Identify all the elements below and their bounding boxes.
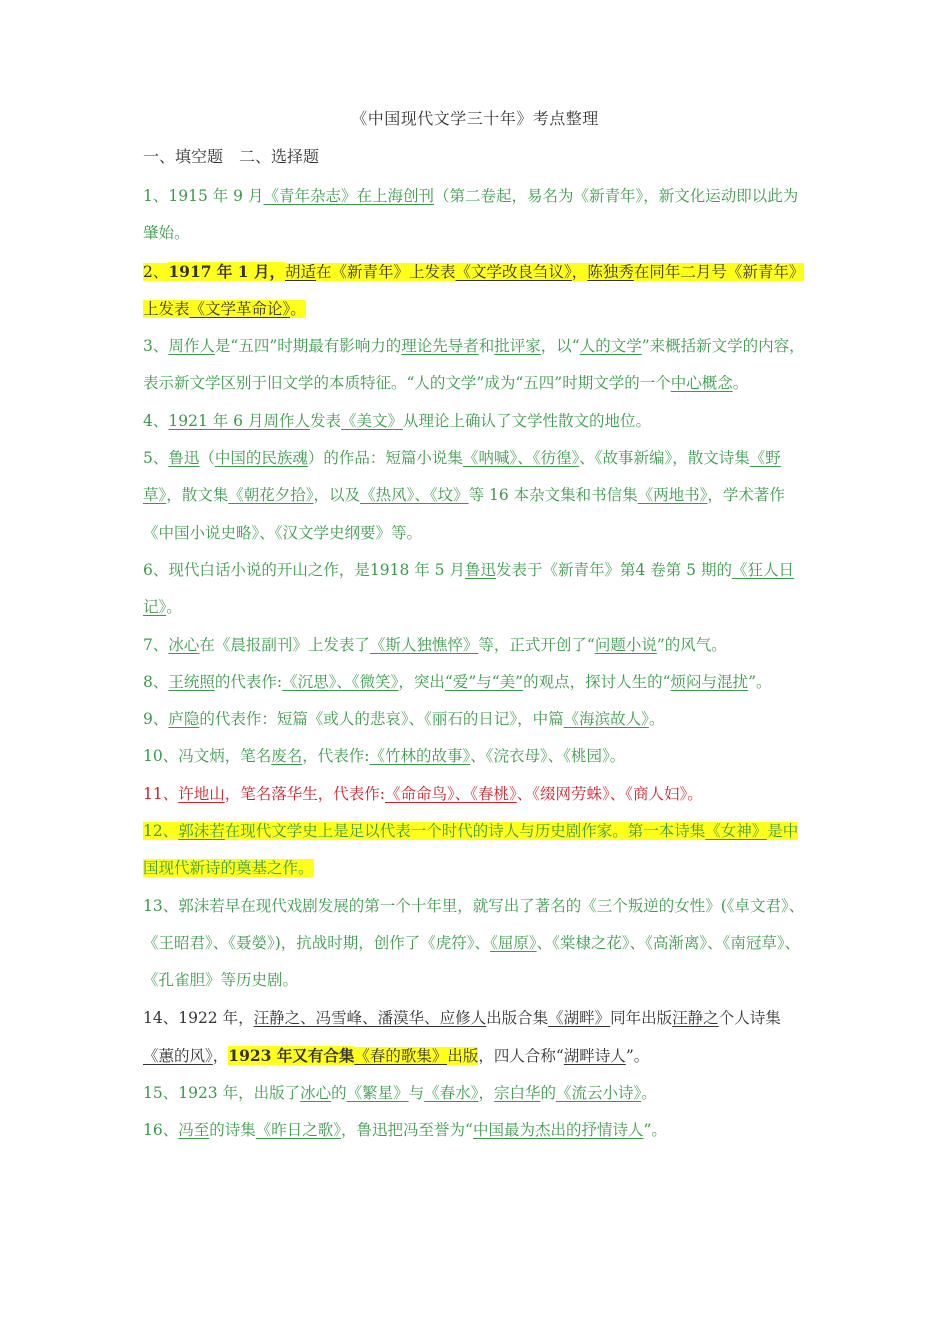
item-text: 14、1922 年，	[143, 1008, 254, 1027]
item-text: ，突出	[398, 672, 445, 691]
underlined-term: 《屈原》	[490, 933, 537, 952]
underlined-term: 宗白华	[493, 1084, 541, 1103]
item-text: 的	[331, 1084, 347, 1103]
item-text: 、《棠棣之花》、《高渐离》、《南冠草》、《孔雀胆》等历史剧。	[143, 933, 801, 990]
list-item	[143, 552, 808, 627]
underlined-term: 鲁迅	[168, 449, 200, 468]
underlined-term: 中国最为杰出的抒情诗人	[472, 1121, 644, 1140]
section-headings: 一、填空题 二、选择题	[143, 147, 320, 166]
underlined-term: 理论先导者	[401, 337, 479, 356]
item-text: 同年出版	[610, 1008, 673, 1027]
list-item	[143, 403, 808, 440]
underlined-term: 批评家	[494, 337, 541, 356]
item-list	[143, 178, 808, 1150]
underlined-term: 《蕙的风》	[143, 1046, 213, 1065]
item-text: 1923 年又有合集	[228, 1045, 355, 1065]
item-text: ，学术著作《中国小说史略》、《汉文学史纲要》等。	[143, 486, 785, 542]
item-text: 的诗集	[209, 1121, 256, 1140]
item-text: 1、1915 年 9 月	[143, 187, 264, 205]
underlined-term: 烦闷与混扰	[670, 672, 749, 691]
underlined-term: 《青年杂志》在上海创刊	[263, 187, 434, 205]
underlined-term: 中心概念	[670, 374, 733, 393]
item-text: 15、1923 年，出版了	[143, 1084, 301, 1103]
document-title: 《中国现代文学三十年》考点整理	[351, 109, 599, 128]
item-text: 出版合集	[486, 1008, 549, 1027]
item-text: 13、郭沫若早在现代戏剧发展的第一个十年里，就写出了著名的《三个叛逆的女性》(《卓文君》、《王昭君》、《聂嫈》)，抗战时期，创作了《虎符》、	[143, 896, 805, 952]
underlined-term: “爱”与“美”	[444, 672, 524, 691]
list-item	[143, 888, 808, 1000]
list-item	[143, 440, 808, 552]
underlined-term: 《流云小诗》	[555, 1084, 642, 1103]
item-text: 与	[408, 1084, 425, 1103]
item-text: 。	[166, 598, 182, 617]
underlined-term: 冰心	[300, 1084, 332, 1103]
item-text: 个人诗集	[718, 1008, 781, 1027]
item-text: 发表于《新青年》第4 卷第 5 期的	[495, 560, 732, 579]
underlined-term: 许地山	[178, 784, 225, 803]
underlined-term: 《湖畔》	[548, 1008, 611, 1027]
underlined-term: 冰心	[168, 635, 200, 654]
underlined-term: 汪静之	[672, 1008, 719, 1027]
item-text: 11、	[143, 784, 179, 803]
item-text: 、《浣衣母》、《桃园》。	[470, 747, 626, 766]
item-text: 和	[478, 337, 495, 356]
underlined-term: 郭沫若	[178, 822, 225, 841]
item-text: 12、	[143, 822, 179, 841]
list-item	[143, 178, 808, 253]
underlined-term: 人的文学	[579, 337, 642, 356]
item-text: 等 16 本杂文集和书信集	[468, 486, 638, 505]
item-text: 、《缀网劳蛛》、《商人妇》。	[516, 784, 703, 803]
list-item	[143, 776, 808, 813]
underlined-term: 《两地书》	[637, 486, 708, 505]
item-text: 在同年二月号《新青年》上发表	[143, 262, 805, 318]
item-text: ，代表作:	[302, 747, 370, 766]
item-text: 5、	[143, 449, 169, 468]
underlined-term: 《沉思》、《微笑》	[282, 672, 399, 691]
underlined-term: 《朝花夕拾》	[228, 486, 314, 505]
item-text: ，四人合称“	[478, 1046, 564, 1065]
underlined-term: 《文学革命论》	[189, 299, 291, 318]
item-text: （第二卷起，易名为《新青年》，新文化运动即以此为肇始。	[143, 187, 799, 243]
underlined-term: 《狂人日记》	[143, 560, 794, 617]
underlined-term: 《热风》、《坟》	[360, 486, 469, 505]
underlined-term: 《呐喊》、《彷徨》	[462, 449, 580, 468]
item-text: ”。	[643, 1121, 667, 1140]
underlined-term: 《春的歌集》	[354, 1046, 448, 1065]
item-text: 在《晨报副刊》上发表了	[199, 635, 370, 654]
item-text: 。	[732, 374, 749, 393]
underlined-term: 《美文》	[340, 411, 403, 430]
underlined-term: 湖畔诗人	[563, 1046, 626, 1065]
underlined-term: 《女神》	[705, 822, 768, 841]
item-text: ，	[212, 1046, 229, 1065]
list-item	[143, 328, 808, 403]
underlined-term: 《文学改良刍议》	[455, 262, 572, 281]
underlined-term: 鲁迅	[464, 560, 496, 579]
item-text: （	[199, 449, 215, 468]
item-text: 10、冯文炳，笔名	[143, 747, 272, 766]
list-item	[143, 738, 808, 775]
item-text: 的观点，探讨人生的“	[523, 672, 671, 691]
underlined-term: 《春水》	[424, 1084, 479, 1103]
item-text: ）的作品：短篇小说集	[307, 449, 463, 468]
item-text: ，	[478, 1084, 494, 1103]
item-text: 4、	[143, 411, 169, 430]
underlined-term: 汪静之、冯雪峰、潘漠华、应修人	[253, 1008, 487, 1027]
underlined-term: 《竹林的故事》	[369, 747, 471, 766]
item-text: 2、	[143, 262, 169, 281]
underlined-term: 中国的民族魂	[214, 449, 308, 468]
item-text: 是中国现代新诗的奠基之作。	[143, 822, 799, 878]
underlined-term: 问题小说	[594, 635, 657, 654]
underlined-term: 废名	[271, 747, 303, 766]
item-text: 等，正式开创了“	[478, 635, 595, 654]
underlined-term: 《命命鸟》、《春桃》	[384, 784, 517, 803]
item-text: ，笔名落华生，代表作:	[224, 784, 385, 803]
item-text: ，散文集	[166, 486, 229, 505]
underlined-term: 《斯人独憔悴》	[369, 635, 479, 654]
item-text: 1917 年 1 月，	[168, 261, 285, 281]
item-text: 从理论上确认了文学性散文的地位。	[403, 411, 652, 430]
underlined-term: 1921 年 6 月周作人	[168, 411, 310, 430]
item-text: 的	[540, 1084, 556, 1103]
item-text: 。	[641, 1084, 657, 1103]
item-text: ，	[571, 262, 588, 281]
list-item	[143, 1075, 808, 1112]
list-item	[143, 813, 808, 888]
item-text: 是“五四”时期最有影响力的	[214, 337, 402, 356]
list-item	[143, 253, 808, 329]
list-item	[143, 664, 808, 701]
item-text: 。	[290, 299, 306, 318]
item-text: ”的风气。	[656, 635, 727, 654]
list-item	[143, 701, 808, 738]
item-text: 、《故事新编》，散文诗集	[579, 449, 750, 468]
underlined-term: 《繁星》	[346, 1084, 409, 1103]
item-text: ，以“	[540, 337, 580, 356]
item-text: 8、	[143, 672, 169, 691]
item-text: 发表	[309, 411, 341, 430]
underlined-term: 《海滨故人》	[563, 710, 649, 729]
item-text: ”。	[625, 1046, 650, 1065]
underlined-term: 陈独秀	[587, 262, 634, 281]
item-text: 16、	[143, 1121, 179, 1140]
item-text: ，鲁迅把冯至誉为“	[341, 1121, 473, 1140]
item-text: ”来概括新文学的内容，表示新文学区别于旧文学的本质特征。“人的文学”成为“五四”时期文学的一个	[143, 337, 805, 393]
underlined-term: 《野草》	[143, 449, 781, 505]
item-text: 在现代文学史上是足以代表一个时代的诗人与历史剧作家。第一本诗集	[224, 822, 706, 841]
item-text: 的代表作:	[214, 672, 283, 691]
item-text: ”。	[748, 672, 772, 691]
item-text: 。	[648, 710, 665, 729]
underlined-term: 王统照	[168, 672, 215, 691]
item-text: 6、现代白话小说的开山之作，是1918 年 5 月	[143, 560, 465, 579]
item-text: 的代表作：短篇《或人的悲哀》、《丽石的日记》，中篇	[199, 710, 564, 729]
underlined-term: 胡适	[285, 262, 317, 281]
item-text: ，以及	[313, 486, 361, 505]
item-text: 3、	[143, 337, 169, 356]
underlined-term: 庐隐	[168, 710, 200, 729]
item-text: 在《新青年》上发表	[316, 262, 456, 281]
list-item	[143, 1112, 808, 1149]
item-text: 9、	[143, 710, 169, 729]
underlined-term: 《昨日之歌》	[255, 1121, 342, 1140]
item-text: 出版	[447, 1046, 479, 1065]
list-item	[143, 1000, 808, 1076]
underlined-term: 冯至	[178, 1121, 210, 1140]
underlined-term: 周作人	[168, 337, 215, 356]
item-text: 7、	[143, 635, 169, 654]
list-item	[143, 627, 808, 664]
